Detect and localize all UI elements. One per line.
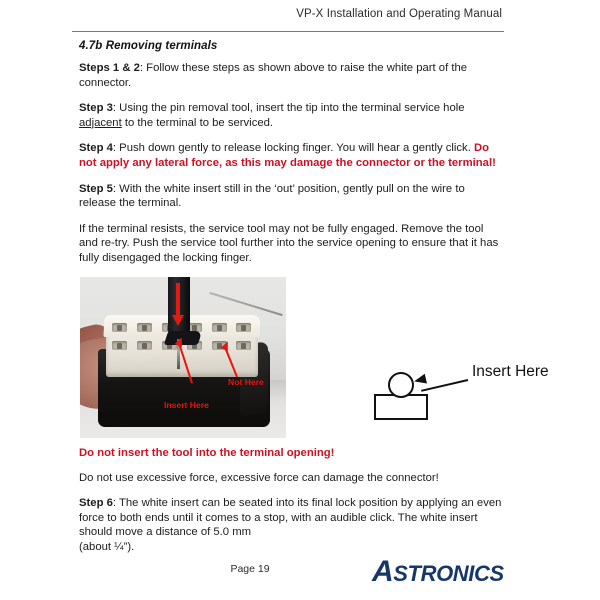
step-3-text-b: to the terminal to be serviced.: [121, 116, 274, 129]
page-header-title: VP-X Installation and Operating Manual: [296, 8, 502, 20]
diagram-pointer-arrow-head-icon: [413, 374, 427, 386]
document-body-lower: [79, 446, 504, 566]
photo-not-here-label: Not Here: [228, 377, 264, 387]
insert-location-diagram: [294, 276, 549, 440]
photo-down-arrow-shaft-icon: [176, 283, 180, 317]
footer-page-number: Page 19: [230, 563, 270, 575]
photo-terminal-cavity: [212, 323, 227, 332]
step-5-text: : With the white insert still in the ‘out’ position, gently pull on the wire to release the terminal.: [79, 182, 465, 210]
step-6-text-line4: (about ¼”).: [79, 540, 135, 553]
photo-terminal-cavity: [137, 341, 152, 350]
step-3-label: Step 3: [79, 102, 113, 115]
steps-1-2-text: : Follow these steps as shown above to raise the white part of the connector.: [79, 62, 468, 89]
figure-block: [79, 276, 549, 440]
step-3-underlined-word: adjacent: [79, 116, 122, 129]
paragraph-step-3: [79, 101, 504, 130]
diagram-insert-here-label: Insert Here: [472, 363, 549, 380]
step-4-text: : Push down gently to release locking finger. You will hear a gently click.: [112, 142, 474, 155]
paragraph-resistance-note: If the terminal resists, the service tool may not be fully engaged. Remove the tool and re-try. Push the service tool further into the service opening to ensure that it has fully disengaged the locking finger.: [79, 222, 499, 264]
step-6-label: Step 6: [79, 497, 113, 510]
step-4-warning-text: Do not apply any lateral force, as this may damage the connector or the terminal!: [79, 142, 496, 169]
paragraph-steps-1-2: [79, 61, 504, 90]
section-heading: 4.7b Removing terminals: [79, 40, 218, 52]
astronics-logo: [372, 557, 504, 587]
paragraph-step-4: [79, 141, 504, 170]
paragraph-excessive-force: Do not use excessive force, excessive force can damage the connector!: [79, 471, 439, 484]
document-body-upper: [79, 40, 504, 277]
photo-terminal-cavity: [236, 323, 251, 332]
paragraph-step-6: [79, 496, 504, 554]
paragraph-step-5: [79, 182, 504, 211]
steps-1-2-label: Steps 1 & 2: [79, 62, 140, 74]
logo-remaining-letters: STRONICS: [393, 561, 504, 586]
photo-terminal-cavity: [137, 323, 152, 332]
diagram-pointer-line: [421, 379, 468, 392]
photo-terminal-cavity: [112, 323, 127, 332]
header-divider-rule: [72, 31, 504, 32]
photo-insert-here-label: Insert Here: [164, 400, 209, 410]
photo-down-arrow-head-icon: [172, 315, 184, 326]
photo-terminal-cavity: [112, 341, 127, 350]
logo-capital-a: A: [372, 555, 394, 588]
photo-terminal-cavity: [236, 341, 251, 350]
step-6-text: : The white insert can be seated into its final lock position by applying an even force to both ends until it comes to a stop, with an audible click. The white insert should move a distance of 5.0 mm: [79, 497, 502, 539]
step-4-label: Step 4: [79, 142, 113, 155]
diagram-service-hole-circle: [388, 372, 414, 398]
step-5-label: Step 5: [79, 182, 113, 195]
warning-do-not-insert-tool: Do not insert the tool into the terminal opening!: [79, 447, 335, 459]
step-3-text-a: : Using the pin removal tool, insert the tip into the terminal service hole: [112, 102, 465, 115]
connector-removal-photo: [80, 277, 286, 438]
